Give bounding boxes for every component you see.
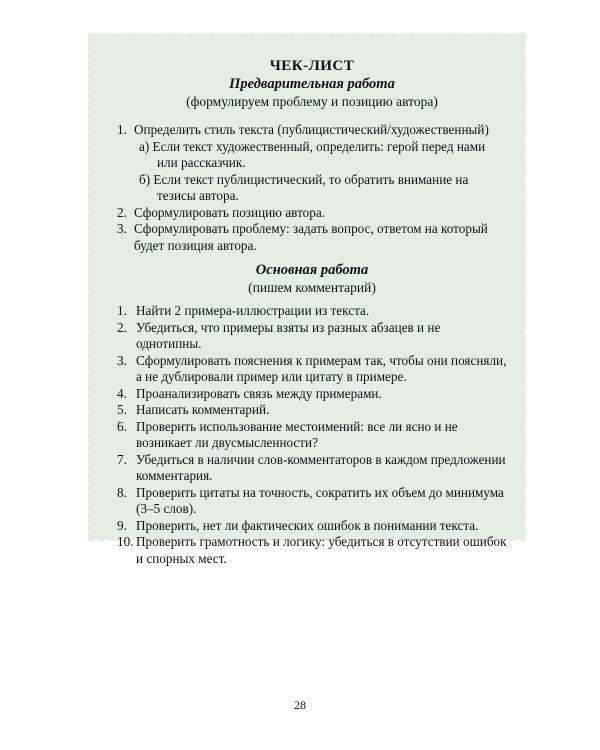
list-item: [117, 320, 507, 353]
item-text: Проверить использование местоимений: все ли ясно и не возникает ли двусмысленности?: [136, 418, 458, 450]
item-text: Определить стиль текста (публицистический/художественный): [134, 122, 489, 137]
item-text: Проверить цитаты на точность, сократить их объем до минимума (3–5 слов).: [136, 484, 504, 516]
list-item: [117, 485, 507, 518]
item-number: 3.: [117, 221, 127, 236]
item-number: 10.: [117, 534, 134, 549]
checklist-title: ЧЕК-ЛИСТ: [269, 58, 355, 74]
item-text: Убедиться в наличии слов-комментаторов в каждом предложении комментария.: [136, 451, 506, 483]
list-item: [117, 386, 507, 403]
list-item: [117, 122, 507, 139]
item-number: 3.: [117, 352, 127, 368]
list-item: [117, 221, 507, 254]
list-item: [117, 518, 507, 535]
item-number: 8.: [117, 484, 127, 500]
main-subheading: (пишем комментарий): [248, 280, 376, 295]
item-text: Найти 2 примера-иллюстрации из текста.: [136, 303, 370, 318]
item-number: 4.: [117, 385, 127, 401]
checklist-panel: [90, 35, 524, 566]
main-heading: Основная работа: [255, 262, 369, 278]
list-item: [117, 303, 507, 320]
page-number: 28: [294, 698, 306, 712]
prelim-subheading: (формулируем проблему и позицию автора): [186, 94, 438, 109]
item-number: 1.: [117, 303, 127, 318]
item-text: Сформулировать пояснения к примерам так, чтобы они поясняли, а не дублировали пример или цитату в примере.: [136, 352, 507, 384]
list-item: [117, 205, 507, 222]
item-text: Проанализировать связь между примерами.: [136, 385, 382, 401]
item-text: Убедиться, что примеры взяты из разных абзацев и не однотипны.: [136, 319, 441, 351]
item-number: 1.: [117, 122, 127, 137]
item-number: 9.: [117, 517, 127, 533]
item-number: 7.: [117, 451, 127, 467]
item-text: Сформулировать позицию автора.: [134, 204, 326, 220]
item-text: Написать комментарий.: [136, 402, 270, 417]
item-text: Проверить грамотность и логику: убедиться в отсутствии ошибок и спорных мест.: [136, 534, 507, 566]
list-item: [117, 402, 507, 419]
list-item: [117, 534, 507, 567]
list-item: [117, 419, 507, 452]
main-list: [117, 303, 507, 567]
sub-item: а) Если текст художественный, определить: герой перед нами или рассказчик.: [139, 138, 486, 170]
prelim-heading: Предварительная работа: [229, 76, 395, 92]
item-number: 5.: [117, 402, 127, 417]
item-number: 2.: [117, 204, 127, 220]
list-item: [117, 452, 507, 485]
item-number: 6.: [117, 418, 127, 434]
sub-item: б) Если текст публицистический, то обратить внимание на тезисы автора.: [139, 171, 469, 203]
item-number: 2.: [117, 319, 127, 335]
checklist-content: [117, 57, 507, 567]
item-text: Проверить, нет ли фактических ошибок в понимании текста.: [136, 517, 479, 533]
list-item: [117, 353, 507, 386]
item-text: Сформулировать проблему: задать вопрос, ответом на который будет позиция автора.: [134, 221, 488, 253]
prelim-list: [117, 122, 507, 254]
